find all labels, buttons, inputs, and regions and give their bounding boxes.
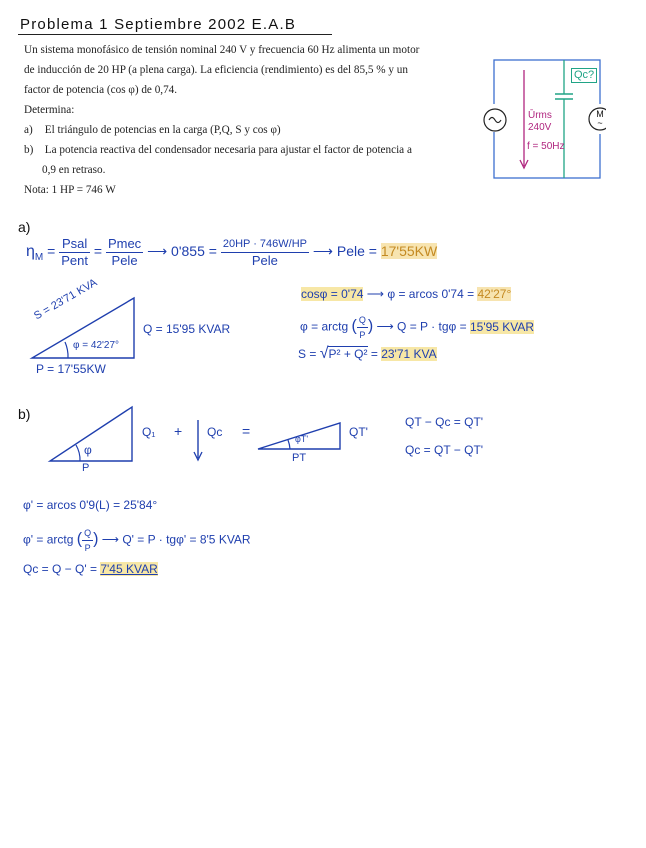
- qc-relation-2: Qc = QT − QT': [405, 443, 484, 457]
- tri2-p: PT: [292, 452, 307, 464]
- problem-line: de inducción de 20 HP (a plena carga). La eficiencia (rendimiento) es del 85,5 % y un: [24, 64, 408, 76]
- pele-result: 17'55KW: [380, 243, 438, 260]
- tri1-phi: φ: [84, 443, 92, 457]
- qc-arrow: [192, 418, 204, 462]
- frequency-label: f = 50Hz: [527, 141, 565, 152]
- task-a: a) El triángulo de potencias en la carga (P,Q, S y cos φ): [24, 124, 281, 136]
- s-magnitude-line: S = √P² + Q² = 23'71 KVA: [298, 345, 437, 362]
- problem-line: Un sistema monofásico de tensión nominal 240 V y frecuencia 60 Hz alimenta un motor: [24, 44, 420, 56]
- tri2-q: QT': [349, 425, 368, 439]
- triangle-q-label: Q = 15'95 KVAR: [143, 322, 231, 336]
- qc-relation-1: QT − Qc = QT': [405, 415, 484, 429]
- task-b-continuation: 0,9 en retraso.: [42, 164, 106, 176]
- tri1-p: P: [82, 462, 90, 474]
- problem-line: factor de potencia (cos φ) de 0,74.: [24, 84, 178, 96]
- title-underline: [18, 34, 332, 35]
- title-text: Problema 1 Septiembre 2002 E.A.B: [20, 16, 297, 33]
- plus-sign: +: [174, 423, 183, 439]
- qc-label-b: Qc: [207, 425, 223, 439]
- fraction-psal-pent: $\frac{\text{Psal}}{\text{Pent}}$: [61, 236, 88, 268]
- triangle-s-label: S = 23'71 KVA: [32, 276, 100, 323]
- fraction-20hp: $\frac{20HP \cdot 746W/HP}{\text{Pele}}$: [222, 238, 307, 268]
- qc-final-result: 7'45 KVAR: [100, 562, 158, 576]
- phi-prime-line: φ' = arcos 0'9(L) = 25'84°: [23, 498, 158, 512]
- problem-note: Nota: 1 HP = 746 W: [24, 184, 116, 196]
- cos-phi-line: cosφ = 0'74 ⟶ φ = arcos 0'74 = 42'27°: [301, 287, 512, 301]
- qc-label: Qc?: [571, 68, 597, 83]
- tri1-q: Q₁: [142, 425, 156, 439]
- task-b: b) La potencia reactiva del condensador necesaria para ajustar el factor de potencia a: [24, 144, 412, 156]
- triangle-p-label: P = 17'55KW: [36, 362, 106, 376]
- equals-sign: =: [242, 423, 251, 439]
- efficiency-equation: $\eta_M$ = $\frac{\text{Psal}}{\text{Pent}}$ = $\frac{\text{Pmec}}{\text{Pele}}$ ⟶ 0'855 = $\frac{20HP \cdot 746W/HP}{\text{Pele}}$ ⟶ Pele = 17'55KW: [26, 236, 438, 268]
- motor-label: M ~: [596, 109, 604, 128]
- problem-line: Determina:: [24, 104, 75, 116]
- qc-result-line: Qc = Q − Q' = 7'45 KVAR: [23, 562, 158, 576]
- page-title: [20, 16, 296, 33]
- arctg-line: φ = arctg ( $\frac{Q}{P}$ ) ⟶ Q = P · tgφ = 15'95 KVAR: [300, 315, 535, 340]
- problem-statement: [24, 40, 454, 200]
- q-prime-line: φ' = arctg ( $\frac{Q}{P}$ ) ⟶ Q' = P · tgφ' = 8'5 KVAR: [23, 528, 251, 553]
- power-triangle-b1: [46, 403, 138, 465]
- voltage-label: Ūrms 240V: [528, 110, 552, 133]
- tri2-phi: φT': [295, 434, 309, 444]
- triangle-phi-label: φ = 42'27°: [73, 340, 120, 351]
- fraction-pmec-pele: $\frac{\text{Pmec}}{\text{Pele}}$: [107, 236, 142, 268]
- source-symbol: [491, 112, 492, 113]
- part-a-label: a): [18, 219, 31, 235]
- part-b-label: b): [18, 406, 31, 422]
